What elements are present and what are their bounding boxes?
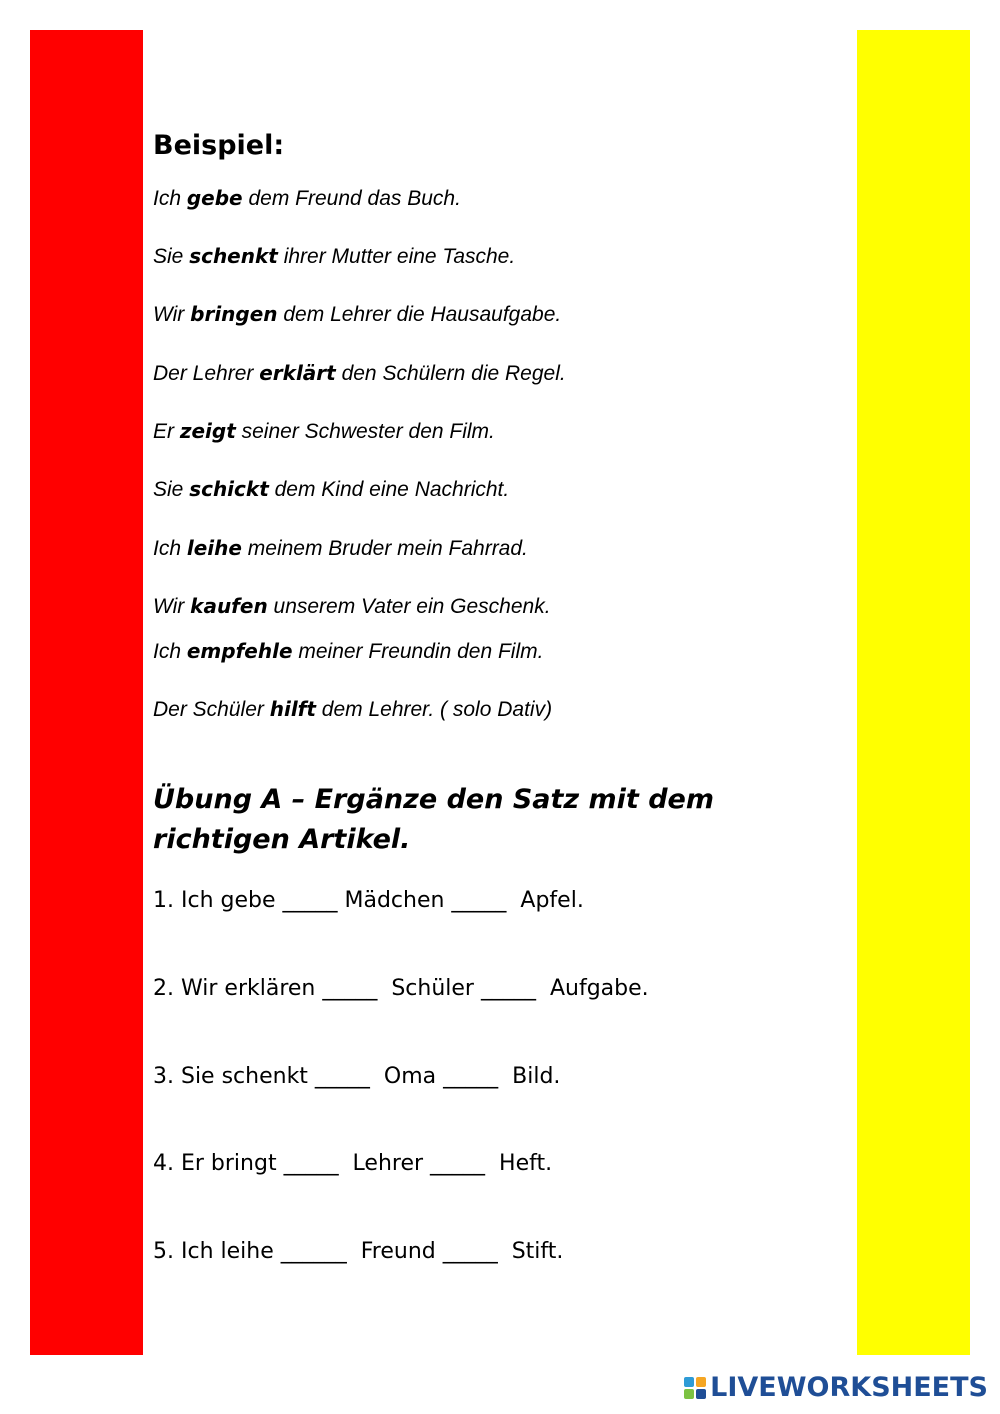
sentence-end: dem Kind eine Nachricht. [268, 478, 510, 501]
sentence-start: Wir [153, 303, 191, 326]
liveworksheets-logo-icon [684, 1377, 706, 1399]
example-sentence [153, 639, 543, 664]
sentence-end: unserem Vater ein Geschenk. [267, 595, 551, 618]
sentence-verb: empfehle [186, 639, 293, 663]
sentence-start: Ich [153, 187, 187, 210]
sentence-start: Wir [153, 595, 191, 618]
sentence-verb: schenkt [189, 244, 278, 268]
sentence-start: Ich [153, 537, 187, 560]
sentence-verb: schickt [189, 477, 269, 501]
exercise-task[interactable]: 2. Wir erklären _____ Schüler _____ Aufgabe. [153, 976, 649, 1001]
sentence-verb: hilft [269, 697, 316, 721]
sentence-start: Sie [153, 478, 190, 501]
sentence-end: dem Freund das Buch. [242, 187, 461, 210]
sentence-verb: gebe [186, 186, 243, 210]
example-sentence [153, 536, 528, 561]
sentence-start: Sie [153, 245, 190, 268]
sentence-end: ihrer Mutter eine Tasche. [277, 245, 516, 268]
example-heading: Beispiel: [153, 130, 285, 161]
sentence-start: Der Schüler [153, 698, 270, 721]
example-sentence [153, 419, 495, 444]
sentence-end: seiner Schwester den Film. [235, 420, 495, 443]
sentence-verb: kaufen [190, 594, 268, 618]
sentence-end: den Schülern die Regel. [335, 362, 566, 385]
sentence-verb: erklärt [259, 361, 336, 385]
example-sentence [153, 302, 561, 327]
sentence-end: dem Lehrer die Hausaufgabe. [277, 303, 562, 326]
example-sentence [153, 697, 552, 722]
example-sentence [153, 594, 551, 619]
exercise-title: Übung A – Ergänze den Satz mit dem richtigen Artikel. [153, 784, 714, 855]
sentence-end: dem Lehrer. ( solo Dativ) [315, 698, 553, 721]
liveworksheets-brand [684, 1372, 988, 1403]
brand-text: LIVEWORKSHEETS [710, 1372, 988, 1403]
red-side-bar [30, 30, 143, 1355]
sentence-verb: leihe [186, 536, 242, 560]
example-sentence [153, 477, 509, 502]
sentence-end: meinem Bruder mein Fahrrad. [241, 537, 528, 560]
sentence-verb: bringen [190, 302, 278, 326]
sentence-start: Der Lehrer [153, 362, 260, 385]
exercise-task[interactable]: 1. Ich gebe _____ Mädchen _____ Apfel. [153, 888, 584, 913]
sentence-start: Ich [153, 640, 187, 663]
sentence-start: Er [153, 420, 180, 443]
example-sentence [153, 244, 515, 269]
example-sentence [153, 186, 461, 211]
yellow-side-bar [857, 30, 970, 1355]
exercise-task[interactable]: 3. Sie schenkt _____ Oma _____ Bild. [153, 1064, 561, 1089]
example-sentence [153, 361, 566, 386]
sentence-end: meiner Freundin den Film. [292, 640, 544, 663]
exercise-task[interactable]: 5. Ich leihe ______ Freund _____ Stift. [153, 1239, 564, 1264]
sentence-verb: zeigt [179, 419, 236, 443]
exercise-task[interactable]: 4. Er bringt _____ Lehrer _____ Heft. [153, 1151, 553, 1176]
